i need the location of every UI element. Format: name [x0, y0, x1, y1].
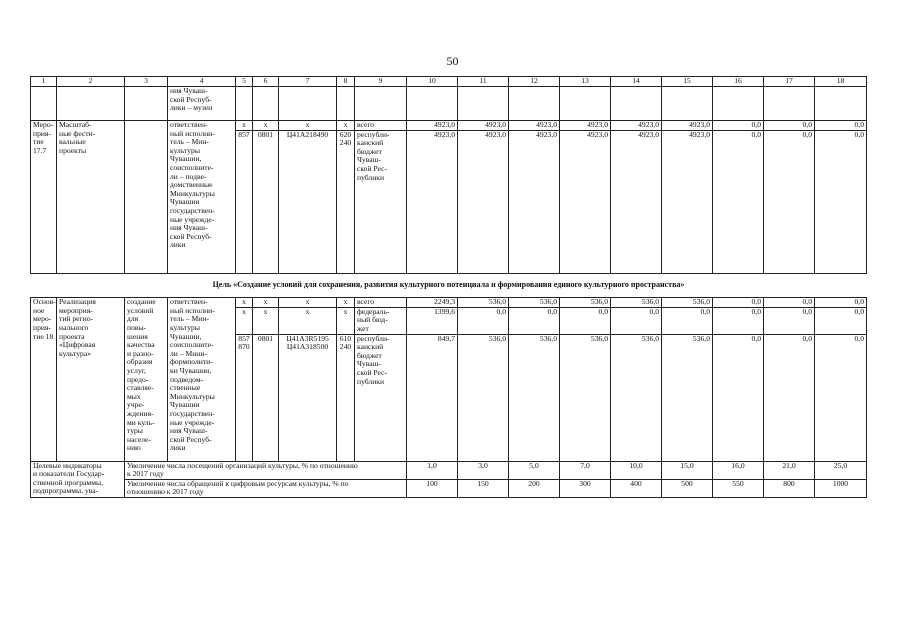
cell-expense-type: х [337, 298, 355, 308]
cell-source: всего [355, 121, 407, 131]
cell-source: всего [355, 298, 407, 308]
executor-cell: ния Чуваш- ской Респуб- лики – музеи [168, 87, 236, 121]
value-cell: 536,0 [662, 298, 713, 308]
indicator-value: 5,0 [509, 461, 560, 479]
cell-grbs: 857 [236, 130, 253, 273]
cell-section: х [253, 298, 279, 308]
value-cell: 849,7 [407, 334, 458, 461]
cell-section: 0801 [253, 334, 279, 461]
cell-section: х [253, 307, 279, 334]
indicator-value: 7,0 [560, 461, 611, 479]
indicator-text: Увеличение числа посещений организаций культуры, % по отношению к 2017 году [125, 461, 407, 479]
value-cell: 4923,0 [407, 121, 458, 131]
program-table [30, 76, 867, 498]
value-cell: 0,0 [611, 307, 662, 334]
value-cell: 4923,0 [458, 130, 509, 273]
measure-name: Реализация мероприя- тий регио- нального проекта «Цифровая культура» [57, 298, 125, 461]
table-body [31, 77, 867, 498]
value-cell: 4923,0 [509, 121, 560, 131]
value-cell: 0,0 [458, 307, 509, 334]
cell-expense-type: 620 240 [337, 130, 355, 273]
indicator-value: 21,0 [764, 461, 815, 479]
column-number-16: 16 [713, 77, 764, 87]
page-number: 50 [446, 54, 459, 68]
value-cell: 0,0 [713, 121, 764, 131]
indicator-value: 500 [662, 479, 713, 497]
value-cell: 0,0 [713, 298, 764, 308]
cell-target-article: х [279, 121, 337, 131]
value-cell: 0,0 [764, 130, 815, 273]
value-cell: 0,0 [764, 334, 815, 461]
value-cell: 536,0 [662, 334, 713, 461]
cell-expense-type: х [337, 121, 355, 131]
indicator-text: Увеличение числа обращений к цифровым ресурсам культуры, % по отношению к 2017 году [125, 479, 407, 497]
value-cell: 536,0 [458, 298, 509, 308]
cell-source: республи- канский бюджет Чуваш- ской Рес- публики [355, 130, 407, 273]
value-cell: 0,0 [764, 298, 815, 308]
goal-heading: Цель «Создание условий для сохранения, развития культурного потенциала и формирования единого культурного пространства» [31, 273, 867, 298]
column-number-15: 15 [662, 77, 713, 87]
cell-grbs: х [236, 298, 253, 308]
measure-goal: создание условий для повы- шения качества и разно- образия услуг, предо- ставляе- мых учре- ждения- ми куль- туры населе- нию [125, 298, 168, 461]
value-cell: 536,0 [611, 298, 662, 308]
header-row [31, 77, 867, 87]
value-cell: 0,0 [815, 334, 867, 461]
measure-label: Меро- прия- тие 17.7 [31, 121, 57, 274]
value-cell: 0,0 [764, 307, 815, 334]
value-cell: 4923,0 [407, 130, 458, 273]
value-cell: 4923,0 [509, 130, 560, 273]
column-number-9: 9 [355, 77, 407, 87]
indicator-value: 16,0 [713, 461, 764, 479]
column-number-1: 1 [31, 77, 57, 87]
value-cell: 4923,0 [560, 121, 611, 131]
table-row-indicator [31, 479, 867, 497]
column-number-3: 3 [125, 77, 168, 87]
value-cell: 536,0 [509, 334, 560, 461]
value-cell: 4923,0 [611, 121, 662, 131]
cell-target-article: Ц41А218490 [279, 130, 337, 273]
column-number-2: 2 [57, 77, 125, 87]
value-cell: 4923,0 [560, 130, 611, 273]
value-cell: 0,0 [815, 130, 867, 273]
value-cell: 0,0 [509, 307, 560, 334]
value-cell: 0,0 [713, 334, 764, 461]
table-row-indicator [31, 461, 867, 479]
value-cell: 536,0 [509, 298, 560, 308]
indicator-value: 400 [611, 479, 662, 497]
cell-section: х [253, 121, 279, 131]
cell-target-article: х [279, 298, 337, 308]
value-cell: 536,0 [560, 334, 611, 461]
value-cell: 4923,0 [662, 130, 713, 273]
value-cell: 536,0 [611, 334, 662, 461]
column-number-6: 6 [253, 77, 279, 87]
value-cell: 0,0 [662, 307, 713, 334]
measure-name: Масштаб- ные фести- вальные проекты [57, 121, 125, 274]
value-cell: 0,0 [713, 130, 764, 273]
goal-row [31, 273, 867, 298]
column-number-8: 8 [337, 77, 355, 87]
cell-expense-type: х [337, 307, 355, 334]
cell-grbs: х [236, 121, 253, 131]
indicator-value: 200 [509, 479, 560, 497]
value-cell: 4923,0 [611, 130, 662, 273]
value-cell: 0,0 [713, 307, 764, 334]
value-cell: 536,0 [560, 298, 611, 308]
cell-grbs: 857 870 [236, 334, 253, 461]
indicator-value: 800 [764, 479, 815, 497]
executor-cell: ответствен- ный исполни- тель – Мин- культуры Чувашии, соисполните- ли – Мини- формполити- ки Чувашии, подведом- ственные Минкультуры Чувашии государствен- ные учрежде- ния Чуваш- ской Респуб- лики [168, 298, 236, 461]
cell-section: 0801 [253, 130, 279, 273]
column-number-10: 10 [407, 77, 458, 87]
indicator-value: 15,0 [662, 461, 713, 479]
indicator-value: 10,0 [611, 461, 662, 479]
cell-target-article: х [279, 307, 337, 334]
measure-label: Основ- ное меро- прия- тие 18 [31, 298, 57, 461]
table-row-m18-total [31, 298, 867, 308]
indicator-value: 100 [407, 479, 458, 497]
indicator-value: 25,0 [815, 461, 867, 479]
indicator-value: 3,0 [458, 461, 509, 479]
column-number-17: 17 [764, 77, 815, 87]
column-number-13: 13 [560, 77, 611, 87]
value-cell: 4923,0 [662, 121, 713, 131]
indicator-value: 150 [458, 479, 509, 497]
column-number-18: 18 [815, 77, 867, 87]
cell-expense-type: 610 240 [337, 334, 355, 461]
value-cell: 1399,6 [407, 307, 458, 334]
executor-cell: ответствен- ный исполни- тель – Мин- культуры Чувашии, соисполните- ли – подве- домственные Минкультуры Чувашии государствен- ные учрежде- ния Чуваш- ской Респуб- лики [168, 121, 236, 274]
value-cell: 4923,0 [458, 121, 509, 131]
indicator-value: 1000 [815, 479, 867, 497]
value-cell: 0,0 [560, 307, 611, 334]
value-cell: 0,0 [815, 121, 867, 131]
table-row-continuation [31, 87, 867, 121]
indicator-value: 550 [713, 479, 764, 497]
value-cell: 536,0 [458, 334, 509, 461]
cell-source: республи- канский бюджет Чуваш- ской Рес- публики [355, 334, 407, 461]
value-cell: 0,0 [764, 121, 815, 131]
indicator-value: 1,0 [407, 461, 458, 479]
value-cell: 0,0 [815, 298, 867, 308]
indicator-value: 300 [560, 479, 611, 497]
column-number-11: 11 [458, 77, 509, 87]
column-number-4: 4 [168, 77, 236, 87]
value-cell: 0,0 [815, 307, 867, 334]
cell-target-article: Ц41А3R5195 Ц41А318500 [279, 334, 337, 461]
column-number-5: 5 [236, 77, 253, 87]
value-cell: 2249,3 [407, 298, 458, 308]
column-number-7: 7 [279, 77, 337, 87]
column-number-12: 12 [509, 77, 560, 87]
column-number-14: 14 [611, 77, 662, 87]
cell-grbs: х [236, 307, 253, 334]
table-row-m17-7-total [31, 121, 867, 131]
cell-source: федераль- ный бюд- жет [355, 307, 407, 334]
indicators-label: Целевые индикаторы и показатели Государ- ственной программы, подпрограммы, ува- [31, 461, 125, 497]
